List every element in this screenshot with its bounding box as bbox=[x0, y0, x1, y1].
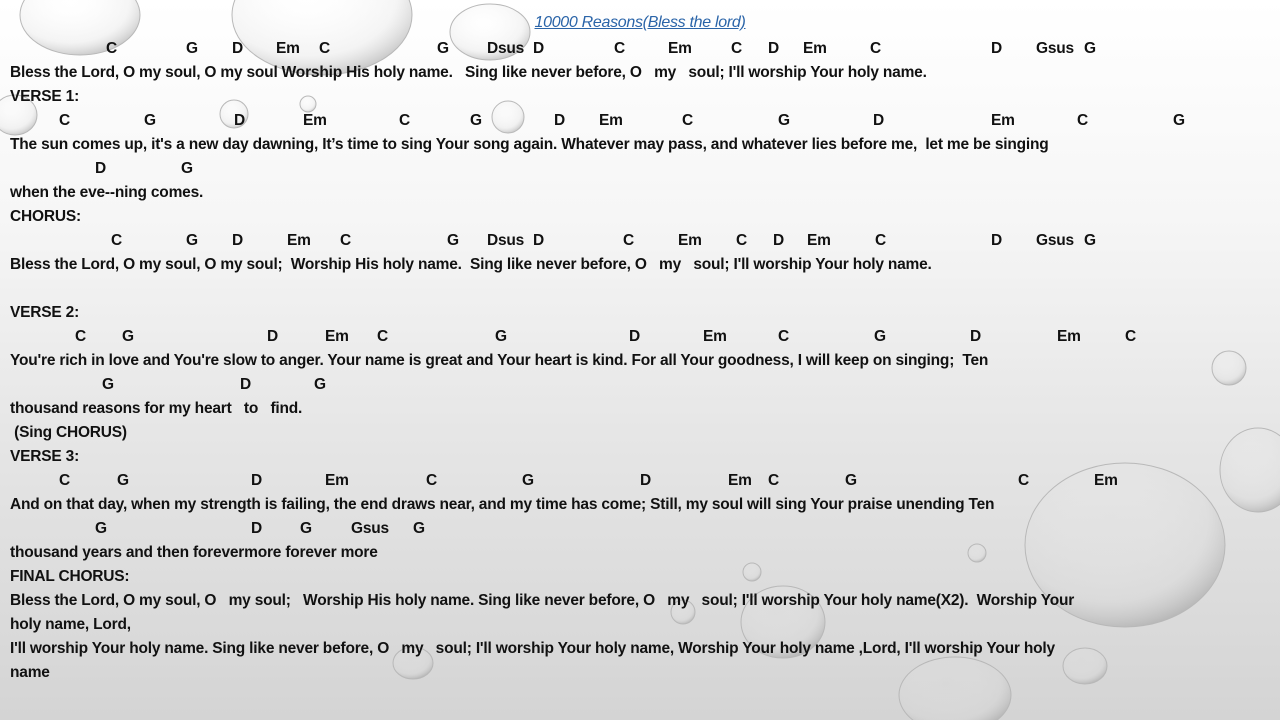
chord: Gsus bbox=[1036, 232, 1074, 249]
chord: C bbox=[377, 328, 388, 345]
chord: G bbox=[1173, 112, 1185, 129]
chord: Em bbox=[991, 112, 1015, 129]
song-title: 10000 Reasons(Bless the lord) bbox=[534, 14, 746, 31]
lyric-line: Bless the Lord, O my soul, O my soul; Worship His holy name. Sing like never before, O my soul; I'll worship Your holy name. bbox=[10, 256, 932, 273]
chord: G bbox=[470, 112, 482, 129]
chord: G bbox=[95, 520, 107, 537]
lyric-line: You're rich in love and You're slow to anger. Your name is great and Your heart is kind. For all Your goodness, I will keep on singing; Ten bbox=[10, 352, 989, 369]
chord: C bbox=[768, 472, 779, 489]
chord: D bbox=[970, 328, 981, 345]
chord: D bbox=[234, 112, 245, 129]
chord: C bbox=[1018, 472, 1029, 489]
chord: Em bbox=[807, 232, 831, 249]
chord: Em bbox=[668, 40, 692, 57]
chord: G bbox=[437, 40, 449, 57]
chord: D bbox=[267, 328, 278, 345]
chord: Em bbox=[1094, 472, 1118, 489]
chord: D bbox=[768, 40, 779, 57]
chord: Gsus bbox=[351, 520, 389, 537]
chord: C bbox=[736, 232, 747, 249]
chord: G bbox=[102, 376, 114, 393]
chord: D bbox=[640, 472, 651, 489]
section-heading-verse-2: VERSE 2: bbox=[10, 304, 80, 321]
chord: G bbox=[413, 520, 425, 537]
chord: Em bbox=[599, 112, 623, 129]
chord: Gsus bbox=[1036, 40, 1074, 57]
chord: Dsus bbox=[487, 232, 525, 249]
chord: C bbox=[319, 40, 330, 57]
chord: G bbox=[1084, 40, 1096, 57]
chord: G bbox=[778, 112, 790, 129]
chord: Em bbox=[803, 40, 827, 57]
lyric-line: name bbox=[10, 664, 50, 681]
chord: D bbox=[533, 40, 544, 57]
chord: D bbox=[232, 40, 243, 57]
lyric-line: And on that day, when my strength is failing, the end draws near, and my time has come; Still, my soul will sing Your praise unending Ten bbox=[10, 496, 995, 513]
chord: D bbox=[554, 112, 565, 129]
chord: Em bbox=[1057, 328, 1081, 345]
chord: Em bbox=[287, 232, 311, 249]
chord: D bbox=[232, 232, 243, 249]
chord: C bbox=[75, 328, 86, 345]
section-heading-verse-3: VERSE 3: bbox=[10, 448, 80, 465]
section-heading-final-chorus: FINAL CHORUS: bbox=[10, 568, 130, 585]
chord: D bbox=[95, 160, 106, 177]
lyric-line: when the eve--ning comes. bbox=[10, 184, 204, 201]
lyric-line: Bless the Lord, O my soul, O my soul Worship His holy name. Sing like never before, O my soul; I'll worship Your holy name. bbox=[10, 64, 927, 81]
chord: G bbox=[144, 112, 156, 129]
chord: C bbox=[778, 328, 789, 345]
chord: G bbox=[447, 232, 459, 249]
chord: G bbox=[117, 472, 129, 489]
chord: C bbox=[870, 40, 881, 57]
lyric-line: Bless the Lord, O my soul, O my soul; Worship His holy name. Sing like never before, O my soul; I'll worship Your holy name(X2). Worship Your bbox=[10, 592, 1075, 609]
chord: G bbox=[495, 328, 507, 345]
chord: C bbox=[111, 232, 122, 249]
chord: C bbox=[106, 40, 117, 57]
chord: G bbox=[522, 472, 534, 489]
chord: D bbox=[629, 328, 640, 345]
lyric-line: I'll worship Your holy name. Sing like never before, O my soul; I'll worship Your holy name, Worship Your holy name ,Lord, I'll worship Your holy bbox=[10, 640, 1055, 657]
chord: Em bbox=[325, 328, 349, 345]
lyric-line: The sun comes up, it's a new day dawning, It’s time to sing Your song again. Whatever may pass, and whatever lies before me, let me be singing bbox=[10, 136, 1049, 153]
chord: D bbox=[240, 376, 251, 393]
chord: G bbox=[845, 472, 857, 489]
lyric-line: thousand reasons for my heart to find. bbox=[10, 400, 303, 417]
chord: C bbox=[59, 112, 70, 129]
chord: G bbox=[314, 376, 326, 393]
chord: D bbox=[873, 112, 884, 129]
sing-chorus-note: (Sing CHORUS) bbox=[10, 424, 127, 441]
chord: Em bbox=[276, 40, 300, 57]
chord: D bbox=[251, 472, 262, 489]
chord: G bbox=[1084, 232, 1096, 249]
chord: Em bbox=[703, 328, 727, 345]
chord: C bbox=[340, 232, 351, 249]
chord: C bbox=[682, 112, 693, 129]
section-heading-chorus: CHORUS: bbox=[10, 208, 81, 225]
chord: C bbox=[731, 40, 742, 57]
chord: Em bbox=[303, 112, 327, 129]
chord: G bbox=[122, 328, 134, 345]
chord: C bbox=[399, 112, 410, 129]
chord: Dsus bbox=[487, 40, 525, 57]
chord: G bbox=[186, 40, 198, 57]
chord: D bbox=[991, 40, 1002, 57]
chord: Em bbox=[678, 232, 702, 249]
chord: Em bbox=[728, 472, 752, 489]
section-heading-verse-1: VERSE 1: bbox=[10, 88, 80, 105]
chord: G bbox=[300, 520, 312, 537]
chord: D bbox=[773, 232, 784, 249]
lyric-line: thousand years and then forevermore forever more bbox=[10, 544, 378, 561]
chord: D bbox=[251, 520, 262, 537]
chord: Em bbox=[325, 472, 349, 489]
chord: C bbox=[59, 472, 70, 489]
chord: D bbox=[533, 232, 544, 249]
chord: C bbox=[1077, 112, 1088, 129]
chord: C bbox=[875, 232, 886, 249]
chord: D bbox=[991, 232, 1002, 249]
chord: G bbox=[186, 232, 198, 249]
chord: C bbox=[614, 40, 625, 57]
lyric-line: holy name, Lord, bbox=[10, 616, 131, 633]
chord: G bbox=[874, 328, 886, 345]
chord: C bbox=[426, 472, 437, 489]
chord: C bbox=[623, 232, 634, 249]
chord: C bbox=[1125, 328, 1136, 345]
chord: G bbox=[181, 160, 193, 177]
